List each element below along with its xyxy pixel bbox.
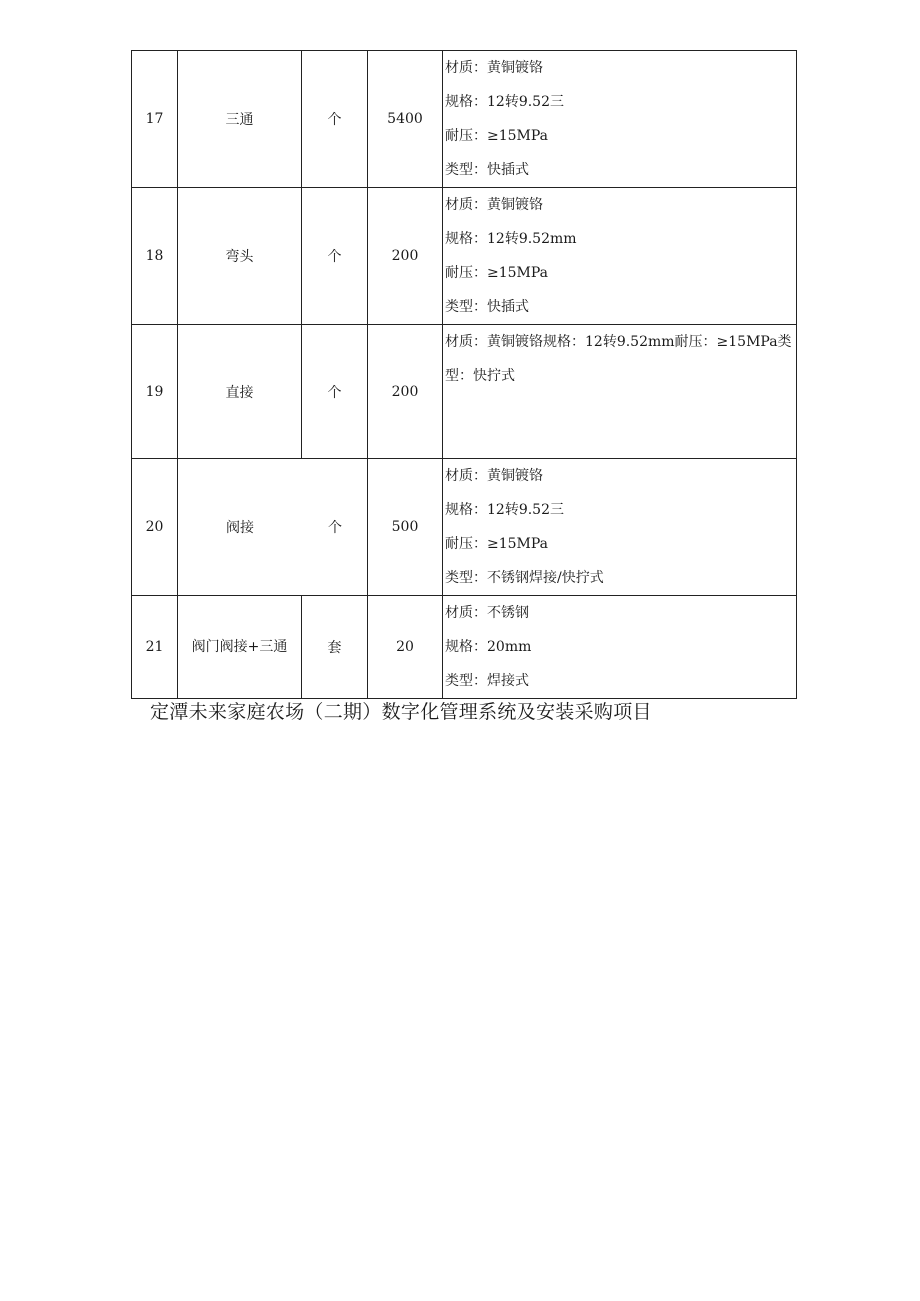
item-name: 三通 [178,51,302,188]
spec-material: 材质：黄铜镀铬 [445,468,543,484]
spec-type: 类型：焊接式 [445,673,529,689]
spec-pressure: 耐压：≥15MPa [445,265,549,281]
item-spec [443,459,797,596]
project-title-footer: 定潭未来家庭农场（二期）数字化管理系统及安装采购项目 [150,701,652,723]
item-spec [443,596,797,699]
table-row [132,459,797,596]
spec-size: 规格：12转9.52mm [445,231,577,247]
item-unit: 个 [302,51,368,188]
spec-material: 材质：黄铜镀铬 [445,60,543,76]
table-row [132,188,797,325]
spec-size: 规格：12转9.52三 [445,502,564,518]
spec-material: 材质：黄铜镀铬 [445,197,543,213]
spec-size: 规格：20mm [445,639,532,655]
table-row [132,596,797,699]
item-number: 17 [132,51,178,188]
spec-type: 类型：快插式 [445,299,529,315]
spec-type: 类型：快插式 [445,162,529,178]
table-row [132,51,797,188]
spec-type: 类型：不锈钢焊接/快拧式 [445,570,604,586]
item-quantity: 500 [368,459,443,596]
item-spec [443,325,797,459]
spec-material: 材质：不锈钢 [445,605,529,621]
item-quantity: 5400 [368,51,443,188]
spec-pressure: 耐压：≥15MPa [445,536,549,552]
item-name-unit-merged [178,459,368,596]
item-quantity: 200 [368,188,443,325]
item-number: 19 [132,325,178,459]
item-name-cell [178,596,302,699]
spec-combined-text: 材质：黄铜镀铬规格：12转9.52mm耐压：≥15MPa类型：快拧式 [445,334,792,384]
item-name: 阀门阀接+三通 [191,639,288,655]
item-unit: 套 [302,596,368,699]
item-quantity: 200 [368,325,443,459]
item-number: 20 [132,459,178,596]
item-quantity: 20 [368,596,443,699]
materials-table [131,50,797,699]
table-row [132,325,797,459]
item-unit: 个 [328,520,342,536]
item-number: 18 [132,188,178,325]
item-name: 直接 [178,325,302,459]
item-unit: 个 [302,325,368,459]
item-spec [443,188,797,325]
item-spec [443,51,797,188]
spec-pressure: 耐压：≥15MPa [445,128,549,144]
procurement-table-section [131,50,796,699]
item-number: 21 [132,596,178,699]
spec-size: 规格：12转9.52三 [445,94,564,110]
item-name: 阀接 [226,520,254,536]
item-name: 弯头 [178,188,302,325]
item-unit: 个 [302,188,368,325]
